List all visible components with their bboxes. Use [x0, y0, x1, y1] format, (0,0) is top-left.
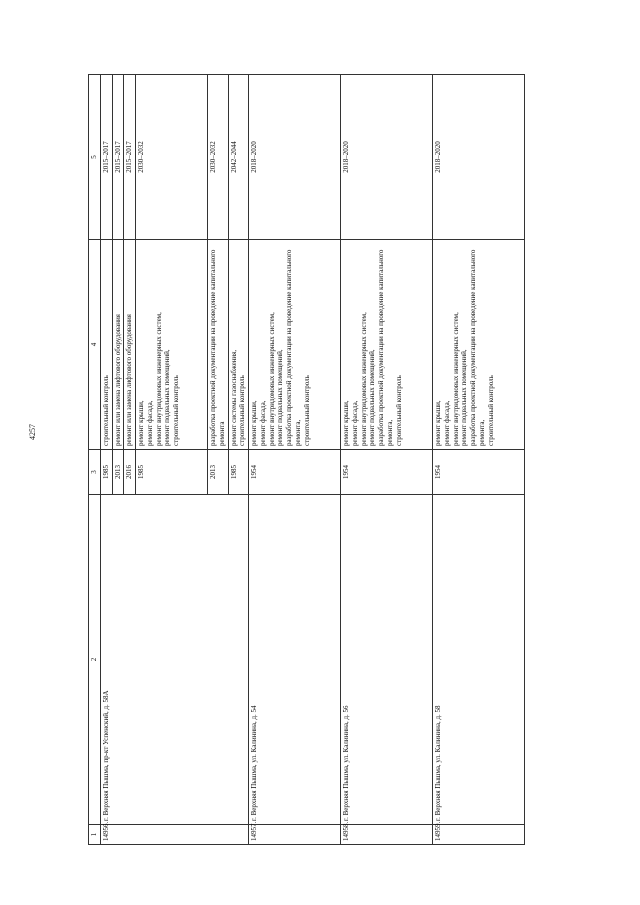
row-period: 2042–2044 — [228, 75, 249, 240]
table-row — [341, 75, 433, 845]
row-address: г. Верхняя Пышма, пр-кт Успенский, д. 58А — [100, 495, 248, 825]
row-year: 1985 — [136, 450, 208, 495]
row-work: ремонт или замена лифтового оборудования — [124, 240, 136, 450]
header-col-3: 3 — [89, 450, 101, 495]
page-number: 4257 — [28, 424, 37, 440]
row-work: ремонт системы газоснабжения, строительный контроль — [228, 240, 249, 450]
table-row — [100, 75, 112, 845]
row-year: 2013 — [112, 450, 124, 495]
row-period: 2015–2017 — [112, 75, 124, 240]
row-number: 14959. — [433, 825, 525, 845]
repair-schedule-table — [88, 74, 525, 845]
header-col-5: 5 — [89, 75, 101, 240]
row-work: ремонт крыши, ремонт фасада, ремонт внутридомовых инженерных систем, ремонт подвальных помещений, строительный контроль — [136, 240, 208, 450]
row-period: 2030–2032 — [136, 75, 208, 240]
row-number: 14957. — [249, 825, 341, 845]
header-col-2: 2 — [89, 495, 101, 825]
row-year: 1954 — [249, 450, 341, 495]
row-year: 1954 — [433, 450, 525, 495]
row-year: 1985 — [100, 450, 112, 495]
table-row — [433, 75, 525, 845]
header-col-4: 4 — [89, 240, 101, 450]
row-number: 14958. — [341, 825, 433, 845]
row-period: 2015–2017 — [100, 75, 112, 240]
row-period: 2030–2032 — [208, 75, 229, 240]
row-year: 1954 — [341, 450, 433, 495]
row-period: 2018–2020 — [433, 75, 525, 240]
rotated-table-container — [88, 75, 520, 845]
row-year: 2013 — [208, 450, 229, 495]
row-address: г. Верхняя Пышма, ул. Калинина, д. 58 — [433, 495, 525, 825]
row-period: 2018–2020 — [249, 75, 341, 240]
row-period: 2015–2017 — [124, 75, 136, 240]
row-number: 14956. — [100, 825, 248, 845]
row-work: ремонт или замена лифтового оборудования — [112, 240, 124, 450]
table-row — [249, 75, 341, 845]
row-work: ремонт крыши, ремонт фасада, ремонт внутридомовых инженерных систем, ремонт подвальных помещений, разработка проектной документации на проведение капитального ремонта, строительный контроль — [249, 240, 341, 450]
row-year: 1985 — [228, 450, 249, 495]
row-work: разработка проектной документации на проведение капитального ремонта — [208, 240, 229, 450]
row-work: ремонт крыши, ремонт фасада, ремонт внутридомовых инженерных систем, ремонт подвальных помещений, разработка проектной документации на проведение капитального ремонта, строительный контроль — [341, 240, 433, 450]
row-address: г. Верхняя Пышма, ул. Калинина, д. 54 — [249, 495, 341, 825]
row-year: 2016 — [124, 450, 136, 495]
row-work: ремонт крыши, ремонт фасада, ремонт внутридомовых инженерных систем, ремонт подвальных помещений, разработка проектной документации на проведение капитального ремонта, строительный контроль — [433, 240, 525, 450]
row-period: 2018–2020 — [341, 75, 433, 240]
header-row — [89, 75, 101, 845]
row-address: г. Верхняя Пышма, ул. Калинина, д. 56 — [341, 495, 433, 825]
header-col-1: 1 — [89, 825, 101, 845]
row-work: строительный контроль — [100, 240, 112, 450]
